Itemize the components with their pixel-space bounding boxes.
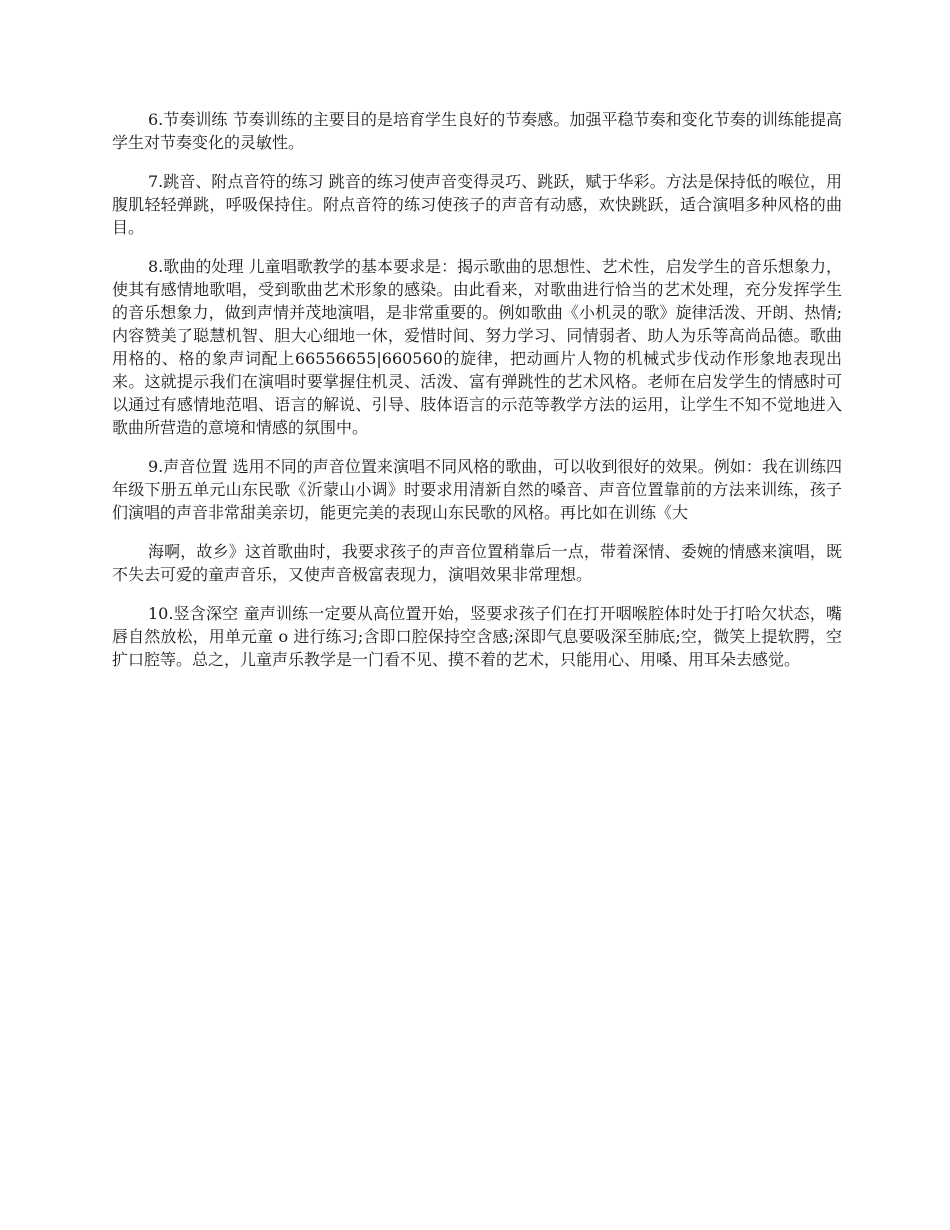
paragraph-voice-position: 9.声音位置 选用不同的声音位置来演唱不同风格的歌曲，可以收到很好的效果。例如：我在训练四年级下册五单元山东民歌《沂蒙山小调》时要求用清新自然的嗓音、声音位置靠前的方法来训练，孩子们演唱的声音非常甜美亲切，能更完美的表现山东民歌的风格。再比如在训练《大 [112, 457, 842, 522]
paragraph-voice-position-continued: 海啊，故乡》这首歌曲时，我要求孩子的声音位置稍靠后一点，带着深情、委婉的情感来演唱，既不失去可爱的童声音乐，又使声音极富表现力，演唱效果非常理想。 [112, 542, 842, 584]
paragraph-staccato-dotted-notes: 7.跳音、附点音符的练习 跳音的练习使声音变得灵巧、跳跃，赋于华彩。方法是保持低的喉位，用腹肌轻轻弹跳，呼吸保持住。附点音符的练习使孩子的声音有动感，欢快跳跃，适合演唱多种风格的曲目。 [112, 172, 842, 237]
paragraph-rhythm-training: 6.节奏训练 节奏训练的主要目的是培育学生良好的节奏感。加强平稳节奏和变化节奏的训练能提高学生对节奏变化的灵敏性。 [112, 110, 842, 152]
paragraph-song-treatment: 8.歌曲的处理 儿童唱歌教学的基本要求是：揭示歌曲的思想性、艺术性，启发学生的音乐想象力，使其有感情地歌唱，受到歌曲艺术形象的感染。由此看来，对歌曲进行恰当的艺术处理，充分发挥学生的音乐想象力，做到声情并茂地演唱，是非常重要的。例如歌曲《小机灵的歌》旋律活泼、开朗、热情;内容赞美了聪慧机智、胆大心细地一休，爱惜时间、努力学习、同情弱者、助人为乐等高尚品德。歌曲用格的、格的象声词配上66556655|660560的旋律，把动画片人物的机械式步伐动作形象地表现出来。这就提示我们在演唱时要掌握住机灵、活泼、富有弹跳性的艺术风格。老师在启发学生的情感时可以通过有感情地范唱、语言的解说、引导、肢体语言的示范等教学方法的运用，让学生不知不觉地进入歌曲所营造的意境和情感的氛围中。 [112, 257, 842, 437]
paragraph-vertical-deep-empty: 10.竖含深空 童声训练一定要从高位置开始，竖要求孩子们在打开咽喉腔体时处于打哈欠状态，嘴唇自然放松，用单元童 o 进行练习;含即口腔保持空含感;深即气息要吸深至肺底;空，微笑上提软腭，空扩口腔等。总之，儿童声乐教学是一门看不见、摸不着的艺术，只能用心、用嗓、用耳朵去感觉。 [112, 604, 842, 669]
